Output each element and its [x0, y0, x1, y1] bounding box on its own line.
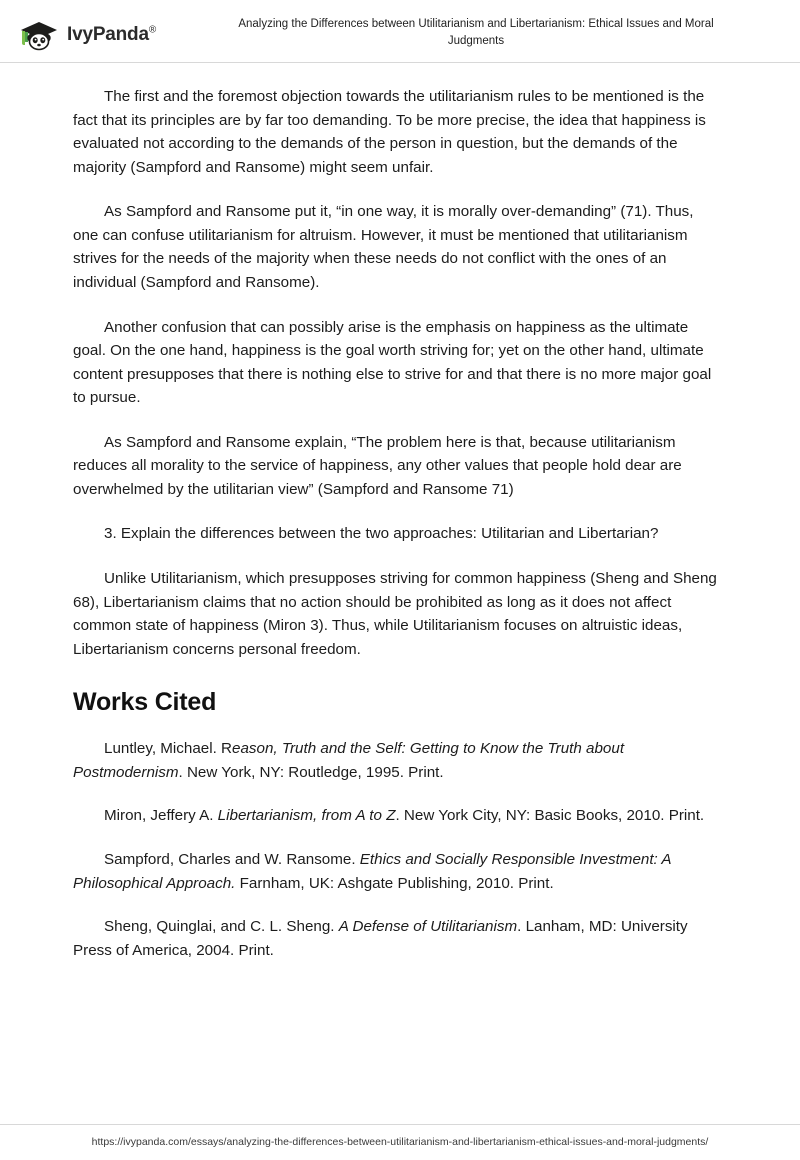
brand-logo[interactable] — [18, 14, 156, 52]
brand-registered-mark: ® — [148, 24, 157, 36]
citation-text: . New York City, NY: Basic Books, 2010. Print. — [395, 807, 705, 825]
document-title: Analyzing the Differences between Utilitarianism and Libertarianism: Ethical Issues and Moral Judgments — [238, 18, 714, 48]
paragraph: As Sampford and Ransome explain, “The problem here is that, because utilitarianism reduces all morality to the service of happiness, any other values that people hold dear are overwhelmed by the utilitarian view” (Sampford and Ransome 71) — [73, 433, 682, 498]
brand-name-text: IvyPanda — [67, 24, 149, 45]
paragraph: As Sampford and Ransome put it, “in one way, it is morally over-demanding” (71). Thus, one can confuse utilitarianism for altruism. However, it must be mentioned that utilitarianism strives for the needs of the majority when these needs do not conflict with the ones of an individual (Sampford and Ransome). — [73, 203, 694, 291]
page-footer — [0, 1124, 800, 1160]
citation-text: Sampford, Charles and W. Ransome. — [104, 850, 360, 868]
citation-text: Farnham, UK: Ashgate Publishing, 2010. Print. — [235, 874, 554, 892]
citation-title: Libertarianism, from A to Z — [217, 807, 396, 825]
question-prompt: 3. Explain the differences between the two approaches: Utilitarian and Libertarian? — [104, 525, 659, 543]
citation-text: . New York, NY: Routledge, 1995. Print. — [178, 763, 444, 781]
citation-text: Sheng, Quinglai, and C. L. Sheng. — [104, 918, 339, 936]
page-header — [0, 0, 800, 63]
citation-title: Ethics and Socially Responsible Investment: A Philosophical Approach. — [73, 850, 671, 892]
citation-title: A Defense of Utilitarianism — [338, 918, 518, 936]
document-content — [0, 63, 800, 1160]
source-url[interactable]: https://ivypanda.com/essays/analyzing-the-differences-between-utilitarianism-and-libertarianism-ethical-issues-and-moral-judgments/ — [91, 1136, 709, 1149]
graduation-cap-panda-logo-icon — [18, 18, 60, 52]
paragraph: The first and the foremost objection towards the utilitarianism rules to be mentioned is the fact that its principles are by far too demanding. To be more precise, the idea that happiness is evaluated not according to the demands of the person in question, but the demands of the majority (Sampford and Ransome) might seem unfair. — [73, 88, 706, 176]
works-cited-heading: Works Cited — [73, 688, 217, 717]
paragraph: Another confusion that can possibly arise is the emphasis on happiness as the ultimate goal. On the one hand, happiness is the goal worth striving for; yet on the other hand, ultimate content presupposes that there is nothing else to strive for and that there is no more major goal to pursue. — [73, 318, 712, 407]
citation-title: eason, Truth and the Self: Getting to Know the Truth about Postmodernism — [73, 740, 625, 781]
citation-entry — [73, 804, 722, 828]
paragraph: Unlike Utilitarianism, which presupposes striving for common happiness (Sheng and Sheng 68), Libertarianism claims that no action should be prohibited as long as it does not affect common state of happiness (Miron 3). Thus, while Utilitarianism focuses on altruistic ideas, Libertarianism concerns personal freedom. — [73, 570, 717, 658]
citation-entry — [73, 848, 722, 895]
citation-text: . Lanham, MD: University Press of America, 2004. Print. — [73, 918, 688, 959]
citation-entry — [73, 737, 722, 784]
citation-entry — [73, 915, 722, 962]
brand-name — [67, 24, 156, 46]
citation-text: Miron, Jeffery A. — [104, 807, 218, 825]
citation-text: Luntley, Michael. R — [104, 740, 233, 758]
